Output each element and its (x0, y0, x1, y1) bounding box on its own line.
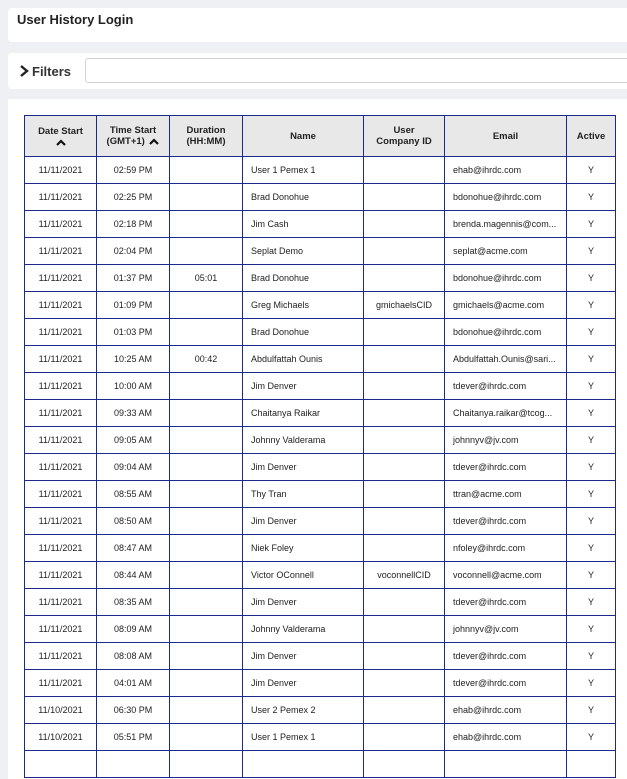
cell-active: Y (567, 481, 616, 508)
cell-date: 11/11/2021 (25, 292, 97, 319)
cell-name: Jim Denver (243, 454, 364, 481)
cell-name: Jim Cash (243, 211, 364, 238)
cell-duration: 05:01 (170, 265, 243, 292)
cell-date: 11/11/2021 (25, 427, 97, 454)
table-row[interactable] (25, 697, 616, 724)
cell-date: 11/11/2021 (25, 211, 97, 238)
cell-name: Jim Denver (243, 670, 364, 697)
cell-date: 11/11/2021 (25, 481, 97, 508)
cell-active: Y (567, 292, 616, 319)
table-row[interactable] (25, 400, 616, 427)
cell-active: Y (567, 346, 616, 373)
cell-duration (170, 292, 243, 319)
cell-name: Greg Michaels (243, 292, 364, 319)
cell-name (243, 751, 364, 778)
chevron-up-icon[interactable] (56, 139, 66, 146)
cell-active: Y (567, 184, 616, 211)
cell-email: johnnyv@jv.com (445, 616, 567, 643)
cell-date: 11/11/2021 (25, 508, 97, 535)
cell-company-id (364, 697, 445, 724)
cell-company-id (364, 535, 445, 562)
cell-time: 09:04 AM (97, 454, 170, 481)
header-active[interactable] (567, 116, 616, 157)
cell-company-id (364, 373, 445, 400)
table-row[interactable] (25, 211, 616, 238)
cell-email: gmichaels@acme.com (445, 292, 567, 319)
cell-email: ehab@ihrdc.com (445, 697, 567, 724)
cell-company-id (364, 481, 445, 508)
cell-date: 11/11/2021 (25, 400, 97, 427)
cell-time: 02:04 PM (97, 238, 170, 265)
table-row[interactable] (25, 751, 616, 778)
cell-time: 01:09 PM (97, 292, 170, 319)
cell-duration (170, 616, 243, 643)
table-header-row (25, 116, 616, 157)
cell-duration (170, 589, 243, 616)
cell-time: 08:08 AM (97, 643, 170, 670)
cell-email: bdonohue@ihrdc.com (445, 265, 567, 292)
cell-company-id (364, 319, 445, 346)
login-history-table (24, 115, 616, 778)
cell-duration (170, 157, 243, 184)
cell-name: Jim Denver (243, 508, 364, 535)
cell-active: Y (567, 400, 616, 427)
cell-date: 11/11/2021 (25, 562, 97, 589)
cell-active: Y (567, 589, 616, 616)
cell-name: Victor OConnell (243, 562, 364, 589)
cell-active: Y (567, 265, 616, 292)
header-name-label: Name (290, 130, 316, 142)
cell-date: 11/11/2021 (25, 670, 97, 697)
cell-time: 09:05 AM (97, 427, 170, 454)
cell-date: 11/11/2021 (25, 265, 97, 292)
title-bar (8, 8, 627, 42)
cell-date: 11/11/2021 (25, 184, 97, 211)
table-row[interactable] (25, 238, 616, 265)
cell-email: voconnell@acme.com (445, 562, 567, 589)
cell-time (97, 751, 170, 778)
cell-time: 04:01 AM (97, 670, 170, 697)
cell-time: 02:18 PM (97, 211, 170, 238)
cell-company-id (364, 265, 445, 292)
cell-email: tdever@ihrdc.com (445, 373, 567, 400)
cell-company-id (364, 589, 445, 616)
cell-active: Y (567, 454, 616, 481)
header-email-label: Email (492, 130, 519, 142)
table-body (25, 157, 616, 778)
cell-duration (170, 238, 243, 265)
cell-active: Y (567, 697, 616, 724)
cell-time: 01:37 PM (97, 265, 170, 292)
header-date-start-label: Date Start (38, 126, 83, 137)
cell-email: brenda.magennis@com... (445, 211, 567, 238)
cell-date: 11/11/2021 (25, 319, 97, 346)
cell-name: Jim Denver (243, 589, 364, 616)
cell-active: Y (567, 238, 616, 265)
cell-email: tdever@ihrdc.com (445, 508, 567, 535)
cell-email: ehab@ihrdc.com (445, 724, 567, 751)
header-email[interactable] (445, 116, 567, 157)
table-row[interactable] (25, 265, 616, 292)
cell-company-id (364, 184, 445, 211)
cell-email: seplat@acme.com (445, 238, 567, 265)
cell-company-id (364, 751, 445, 778)
cell-email: nfoley@ihrdc.com (445, 535, 567, 562)
cell-time: 08:35 AM (97, 589, 170, 616)
cell-active: Y (567, 211, 616, 238)
page-title: User History Login (17, 12, 134, 27)
cell-company-id: gmichaelsCID (364, 292, 445, 319)
table-row[interactable] (25, 454, 616, 481)
cell-date: 11/11/2021 (25, 454, 97, 481)
cell-company-id (364, 724, 445, 751)
cell-duration (170, 562, 243, 589)
cell-name: Abdulfattah Ounis (243, 346, 364, 373)
cell-duration (170, 643, 243, 670)
cell-name: Johnny Valderama (243, 616, 364, 643)
cell-date (25, 751, 97, 778)
cell-time: 10:00 AM (97, 373, 170, 400)
table-row[interactable] (25, 562, 616, 589)
cell-active: Y (567, 670, 616, 697)
cell-name: Brad Donohue (243, 319, 364, 346)
table-panel (8, 99, 627, 779)
cell-name: User 2 Pemex 2 (243, 697, 364, 724)
cell-email: Chaitanya.raikar@tcog... (445, 400, 567, 427)
cell-company-id (364, 157, 445, 184)
table-row[interactable] (25, 481, 616, 508)
cell-duration (170, 427, 243, 454)
cell-active: Y (567, 508, 616, 535)
cell-company-id (364, 670, 445, 697)
cell-name: Chaitanya Raikar (243, 400, 364, 427)
cell-date: 11/11/2021 (25, 157, 97, 184)
cell-active: Y (567, 427, 616, 454)
cell-date: 11/11/2021 (25, 373, 97, 400)
cell-duration (170, 697, 243, 724)
table-row[interactable] (25, 157, 616, 184)
cell-email (445, 751, 567, 778)
cell-active: Y (567, 319, 616, 346)
cell-date: 11/11/2021 (25, 643, 97, 670)
cell-active (567, 751, 616, 778)
table-row[interactable] (25, 373, 616, 400)
cell-duration (170, 400, 243, 427)
cell-email: ttran@acme.com (445, 481, 567, 508)
header-time-start[interactable] (97, 116, 170, 157)
cell-time: 06:30 PM (97, 697, 170, 724)
cell-name: Brad Donohue (243, 184, 364, 211)
cell-company-id: voconnellCID (364, 562, 445, 589)
header-company-id-line2: Company ID (376, 136, 432, 147)
cell-date: 11/11/2021 (25, 346, 97, 373)
cell-time: 08:55 AM (97, 481, 170, 508)
filters-search-input[interactable] (85, 58, 627, 83)
table-row[interactable] (25, 292, 616, 319)
cell-email: tdever@ihrdc.com (445, 670, 567, 697)
filters-bar (8, 53, 627, 89)
cell-active: Y (567, 724, 616, 751)
cell-company-id (364, 346, 445, 373)
cell-name: Jim Denver (243, 373, 364, 400)
cell-name: Johnny Valderama (243, 427, 364, 454)
cell-time: 08:44 AM (97, 562, 170, 589)
cell-duration (170, 481, 243, 508)
cell-active: Y (567, 535, 616, 562)
filters-toggle-button[interactable] (8, 53, 78, 89)
cell-duration (170, 184, 243, 211)
header-duration-line1: Duration (186, 125, 226, 136)
header-active-label: Active (576, 130, 606, 142)
table-row[interactable] (25, 427, 616, 454)
cell-company-id (364, 616, 445, 643)
header-date-start[interactable] (25, 116, 97, 157)
header-company-id-line1: User (393, 125, 415, 136)
cell-duration (170, 670, 243, 697)
cell-date: 11/11/2021 (25, 238, 97, 265)
table-row[interactable] (25, 724, 616, 751)
cell-duration (170, 535, 243, 562)
cell-name: Seplat Demo (243, 238, 364, 265)
cell-time: 09:33 AM (97, 400, 170, 427)
cell-duration (170, 211, 243, 238)
header-time-start-line2: (GMT+1) (106, 136, 145, 147)
cell-time: 08:50 AM (97, 508, 170, 535)
cell-name: Niek Foley (243, 535, 364, 562)
table-row[interactable] (25, 535, 616, 562)
cell-company-id (364, 211, 445, 238)
table-row[interactable] (25, 508, 616, 535)
cell-company-id (364, 400, 445, 427)
cell-time: 02:59 PM (97, 157, 170, 184)
table-row[interactable] (25, 184, 616, 211)
cell-duration (170, 751, 243, 778)
table-row[interactable] (25, 643, 616, 670)
cell-time: 01:03 PM (97, 319, 170, 346)
cell-name: User 1 Pemex 1 (243, 724, 364, 751)
cell-duration (170, 373, 243, 400)
cell-active: Y (567, 157, 616, 184)
cell-email: tdever@ihrdc.com (445, 454, 567, 481)
cell-email: bdonohue@ihrdc.com (445, 184, 567, 211)
cell-time: 08:47 AM (97, 535, 170, 562)
cell-name: Brad Donohue (243, 265, 364, 292)
cell-active: Y (567, 616, 616, 643)
cell-name: Jim Denver (243, 643, 364, 670)
cell-company-id (364, 508, 445, 535)
cell-company-id (364, 427, 445, 454)
cell-date: 11/10/2021 (25, 697, 97, 724)
cell-active: Y (567, 643, 616, 670)
cell-time: 02:25 PM (97, 184, 170, 211)
header-duration-line2: (HH:MM) (186, 136, 226, 147)
chevron-right-icon (19, 65, 29, 77)
cell-duration (170, 454, 243, 481)
header-duration[interactable] (170, 116, 243, 157)
cell-active: Y (567, 562, 616, 589)
table-row[interactable] (25, 346, 616, 373)
cell-company-id (364, 454, 445, 481)
cell-duration (170, 319, 243, 346)
cell-company-id (364, 238, 445, 265)
cell-email: tdever@ihrdc.com (445, 643, 567, 670)
header-time-start-line1: Time Start (109, 125, 157, 136)
cell-email: tdever@ihrdc.com (445, 589, 567, 616)
cell-time: 08:09 AM (97, 616, 170, 643)
cell-time: 05:51 PM (97, 724, 170, 751)
header-company-id[interactable] (364, 116, 445, 157)
cell-email: Abdulfattah.Ounis@sari... (445, 346, 567, 373)
cell-duration (170, 508, 243, 535)
cell-date: 11/11/2021 (25, 616, 97, 643)
filters-label: Filters (32, 63, 72, 79)
header-name[interactable] (243, 116, 364, 157)
chevron-up-icon[interactable] (149, 138, 159, 145)
cell-active: Y (567, 373, 616, 400)
cell-name: Thy Tran (243, 481, 364, 508)
cell-duration: 00:42 (170, 346, 243, 373)
table-row[interactable] (25, 589, 616, 616)
cell-duration (170, 724, 243, 751)
cell-time: 10:25 AM (97, 346, 170, 373)
table-row[interactable] (25, 319, 616, 346)
cell-company-id (364, 643, 445, 670)
cell-date: 11/11/2021 (25, 589, 97, 616)
cell-email: johnnyv@jv.com (445, 427, 567, 454)
cell-email: bdonohue@ihrdc.com (445, 319, 567, 346)
table-row[interactable] (25, 670, 616, 697)
cell-name: User 1 Pemex 1 (243, 157, 364, 184)
cell-date: 11/11/2021 (25, 535, 97, 562)
table-row[interactable] (25, 616, 616, 643)
cell-date: 11/10/2021 (25, 724, 97, 751)
cell-email: ehab@ihrdc.com (445, 157, 567, 184)
